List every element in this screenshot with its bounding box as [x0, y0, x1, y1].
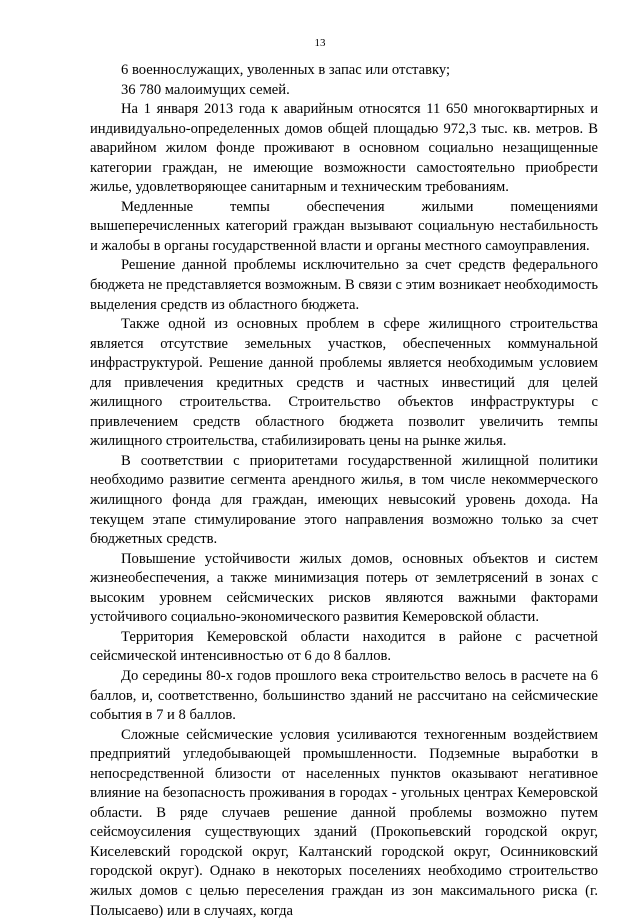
paragraph: На 1 января 2013 года к аварийным относятся 11 650 многоквартирных и индивидуально-определенных домов общей площадью 972,3 тыс. кв. метров. В аварийном жилом фонде проживают в основном социально незащищенные категории граждан, не имеющие возможности самостоятельно приобрести жилье, удовлетворяющее санитарным и техническим требованиям.	[90, 101, 598, 196]
page-number: 13	[314, 37, 326, 49]
paragraph: 6 военнослужащих, уволенных в запас или отставку;	[121, 62, 451, 78]
paragraph: Медленные темпы обеспечения жилыми помещениями вышеперечисленных категорий граждан вызывают социальную нестабильность и жалобы в органы государственной власти и органы местного самоуправления.	[90, 198, 598, 254]
paragraph: Также одной из основных проблем в сфере жилищного строительства является отсутствие земельных участков, обеспеченных коммунальной инфраструктурой. Решение данной проблемы является необходимым условием для привлечения кредитных средств и частных инвестиций для целей жилищного строительства. Строительство объектов инфраструктуры с привлечением средств областного бюджета позволит увеличить темпы жилищного строительства, стабилизировать цены на рынке жилья.	[90, 316, 598, 450]
paragraph: Сложные сейсмические условия усиливаются техногенным воздействием предприятий угледобывающей промышленности. Подземные выработки в непосредственной близости от населенных пунктов оказывают негативное влияние на безопасность проживания в городах - угольных центрах Кемеровской области. В ряде случаев решение данной проблемы возможно путем сейсмоусиления существующих зданий (Прокопьевский городской округ, Киселевский городской округ, Калтанский городской округ, Осинниковский городской округ). Однако в некоторых поселениях необходимо строительство жилых домов с целью переселения граждан из зон максимального риска (г. Полысаево) или в случаях, когда	[90, 726, 598, 919]
paragraph: В соответствии с приоритетами государственной жилищной политики необходимо развитие сегмента арендного жилья, в том числе некоммерческого жилищного фонда для граждан, имеющих невысокий уровень дохода. На текущем этапе стимулирование этого направления возможно только за счет бюджетных средств.	[90, 452, 598, 548]
paragraph: Повышение устойчивости жилых домов, основных объектов и систем жизнеобеспечения, а также минимизация потерь от землетрясений в зонах с высоким уровнем сейсмических рисков являются важными факторами устойчивого социально-экономического развития Кемеровской области.	[90, 550, 598, 626]
paragraph: Решение данной проблемы исключительно за счет средств федерального бюджета не представляется возможным. В связи с этим возникает необходимость выделения средств из областного бюджета.	[90, 257, 598, 313]
paragraph: Территория Кемеровской области находится в районе с расчетной сейсмической интенсивностью от 6 до 8 баллов.	[90, 628, 598, 665]
document-body	[90, 61, 598, 921]
paragraph: 36 780 малоимущих семей.	[121, 81, 290, 98]
paragraph: До середины 80-х годов прошлого века строительство велось в расчете на 6 баллов, и, соответственно, большинство зданий не рассчитано на сейсмические события в 7 и 8 баллов.	[90, 667, 598, 724]
